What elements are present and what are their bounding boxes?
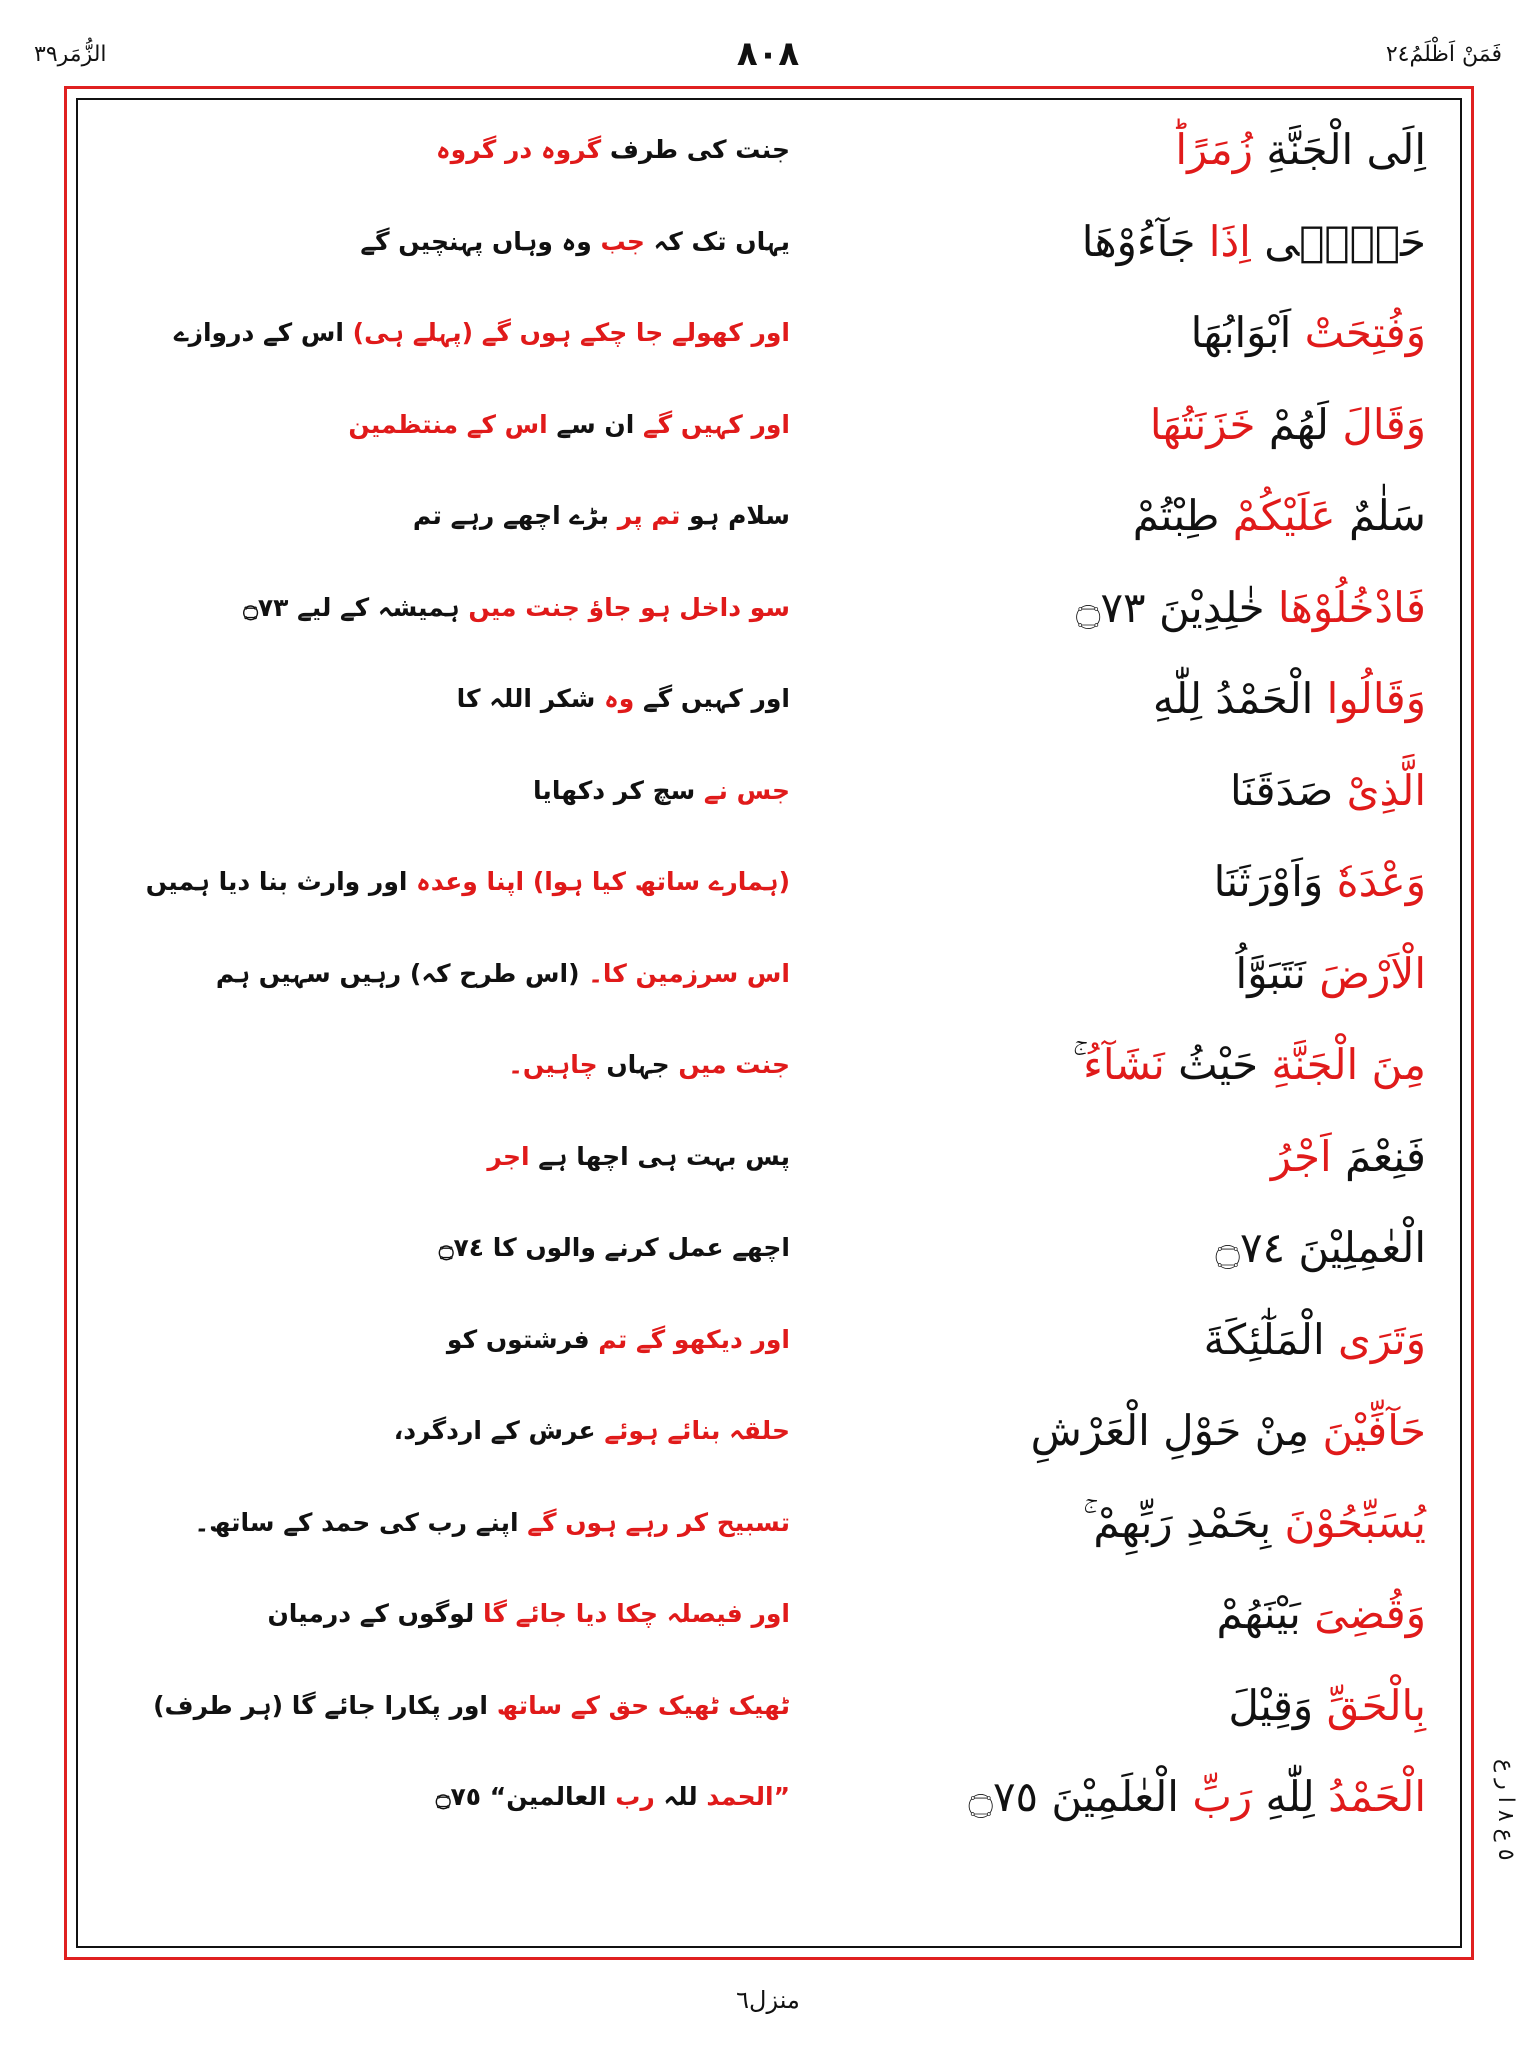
verse-row: [76, 840, 1462, 924]
arabic-segment: فَادْخُلُوْهَا: [1264, 582, 1426, 632]
urdu-segment: تم پر: [617, 501, 681, 530]
arabic-verse: [806, 474, 1426, 558]
verse-row: [76, 474, 1462, 558]
urdu-segment: ان سے: [547, 409, 635, 439]
verse-row: [76, 1115, 1462, 1199]
arabic-verse: [806, 657, 1426, 741]
arabic-segment: الْحَمْدُ: [1314, 1772, 1426, 1821]
arabic-segment: الْاَرْضَ: [1305, 948, 1426, 998]
arabic-segment: نَشَآءُ: [1083, 1040, 1165, 1089]
arabic-verse: [806, 108, 1426, 192]
urdu-segment: سچ کر دکھایا: [533, 775, 696, 805]
urdu-segment: ہمیشہ کے لیے ۝٧٣: [243, 592, 469, 622]
urdu-segment: یہاں تک کہ: [644, 226, 790, 256]
urdu-translation: [140, 1481, 790, 1565]
verse-row: [76, 108, 1462, 192]
urdu-segment: (اس طرح کہ) رہیں سہیں ہم: [215, 958, 589, 988]
urdu-translation: [140, 840, 790, 924]
arabic-segment: يُسَبِّحُوْنَ: [1271, 1497, 1426, 1547]
arabic-segment: الْعٰمِلِيْنَ ۝٧٤: [1215, 1223, 1426, 1272]
arabic-verse: [806, 1023, 1426, 1107]
urdu-segment: جس نے: [695, 775, 790, 805]
verse-translation-table: [76, 98, 1462, 1948]
arabic-verse: [806, 566, 1426, 650]
urdu-segment: اجر: [487, 1141, 530, 1171]
urdu-segment: اچھے عمل کرنے والوں کا ۝٧٤: [438, 1233, 790, 1262]
arabic-segment: بِالْحَقِّ: [1313, 1680, 1426, 1730]
urdu-segment: لوگوں کے درمیان: [267, 1599, 475, 1628]
urdu-translation: [140, 108, 790, 192]
arabic-segment: وَقَالَ: [1328, 399, 1426, 449]
arabic-verse: [806, 1572, 1426, 1656]
ruku-margin-note: ٥ ع ٨ ا ر ع: [1493, 1759, 1518, 1861]
arabic-segment: الْعٰلَمِيْنَ ۝٧٥: [968, 1772, 1179, 1821]
verse-row: [76, 1572, 1462, 1656]
urdu-translation: [140, 291, 790, 375]
arabic-segment: حَيْثُ: [1164, 1040, 1259, 1089]
arabic-segment: الْحَمْدُ لِلّٰهِ: [1152, 674, 1314, 723]
arabic-verse: [806, 1481, 1426, 1565]
urdu-segment: فرشتوں کو: [446, 1324, 590, 1354]
arabic-segment: اِلَى الْجَنَّةِ: [1253, 125, 1426, 174]
arabic-segment: بَيْنَهُمْ: [1216, 1589, 1301, 1638]
urdu-segment: گروہ در گروہ: [436, 135, 602, 164]
urdu-segment: اس کے منتظمین: [348, 409, 548, 439]
arabic-verse: [806, 200, 1426, 284]
arabic-segment: رَبِّ: [1178, 1772, 1253, 1821]
urdu-segment: اور دیکھو گے تم: [589, 1324, 790, 1354]
arabic-segment: اَبْوَابُهَا: [1190, 308, 1292, 357]
arabic-verse: [806, 1664, 1426, 1748]
urdu-segment: جنت کی طرف: [601, 135, 790, 164]
arabic-segment: اِذَا: [1195, 216, 1251, 266]
urdu-translation: [140, 200, 790, 284]
urdu-translation: [140, 383, 790, 467]
urdu-segment: وہ: [604, 684, 635, 713]
arabic-verse: [806, 1206, 1426, 1290]
verse-row: [76, 1298, 1462, 1382]
urdu-segment: اور کہیں گے: [634, 684, 790, 713]
arabic-segment: خَزَنَتُهَا: [1149, 399, 1256, 449]
arabic-verse: [806, 1389, 1426, 1473]
urdu-segment: اور وارث بنا دیا ہمیں: [145, 867, 417, 896]
arabic-segment: وَفُتِحَتْ: [1291, 308, 1426, 357]
verse-row: [76, 200, 1462, 284]
arabic-segment: وَقُضِىَ: [1300, 1589, 1426, 1638]
urdu-segment: اپنا وعدہ: [416, 867, 525, 896]
arabic-segment: نَتَبَوَّاُ: [1235, 948, 1306, 998]
arabic-segment: سَلٰمٌ: [1335, 491, 1426, 540]
arabic-verse: [806, 840, 1426, 924]
arabic-verse: [806, 383, 1426, 467]
urdu-segment: اور فیصلہ چکا دیا جائے گا: [474, 1599, 790, 1628]
arabic-segment: بِحَمْدِ رَبِّهِمْ ۚ: [1082, 1497, 1272, 1547]
urdu-segment: بڑے اچھے رہے تم: [412, 501, 618, 530]
page-number: ٨٠٨: [736, 34, 800, 74]
verse-row: [76, 1389, 1462, 1473]
arabic-segment: طِبْتُمْ: [1132, 491, 1220, 540]
urdu-segment: العالمین“ ۝٧٥: [435, 1782, 616, 1811]
urdu-segment: عرش کے اردگرد،: [393, 1416, 596, 1445]
arabic-segment: الْمَلٰٓئِكَةَ: [1203, 1314, 1325, 1364]
urdu-segment: اور کہیں گے: [634, 409, 790, 439]
surah-name-header: الزُّمَر٣٩: [34, 42, 107, 67]
arabic-verse: [806, 1755, 1426, 1839]
urdu-segment: اور کھولے جا چکے ہوں گے (پہلے ہی): [352, 318, 790, 347]
urdu-translation: [140, 1298, 790, 1382]
manzil-footer: منزل٦: [736, 1986, 800, 2014]
arabic-verse: [806, 1298, 1426, 1382]
arabic-segment: خٰلِدِيْنَ ۝٧٣: [1075, 582, 1265, 632]
arabic-verse: [806, 749, 1426, 833]
urdu-translation: [140, 1023, 790, 1107]
urdu-segment: سلام ہو: [680, 501, 790, 530]
urdu-segment: اپنے رب کی حمد کے ساتھ۔: [194, 1507, 519, 1537]
urdu-segment: ٹھیک ٹھیک حق کے ساتھ: [487, 1690, 790, 1720]
arabic-segment: صَدَقَنَا: [1229, 765, 1334, 815]
urdu-segment: تسبیح کر رہے ہوں گے: [518, 1507, 790, 1537]
arabic-segment: وَقَالُوا: [1313, 674, 1426, 723]
verse-row: [76, 1755, 1462, 1839]
arabic-segment: اَجْرُ: [1270, 1131, 1332, 1181]
urdu-segment: رب: [615, 1782, 655, 1811]
urdu-translation: [140, 1389, 790, 1473]
verse-row: [76, 749, 1462, 833]
arabic-segment: حَآفِّيْنَ: [1309, 1406, 1426, 1455]
arabic-verse: [806, 932, 1426, 1016]
urdu-translation: [140, 1115, 790, 1199]
arabic-segment: مِنَ الْجَنَّةِ: [1258, 1040, 1426, 1089]
arabic-segment: فَنِعْمَ: [1331, 1131, 1426, 1181]
verse-row: [76, 657, 1462, 741]
urdu-segment: وہ وہاں پہنچیں گے: [360, 226, 601, 256]
urdu-segment: جنت میں: [468, 592, 580, 622]
arabic-segment: وَقِيْلَ: [1228, 1680, 1314, 1730]
urdu-segment: پس بہت ہی اچھا ہے: [529, 1141, 790, 1171]
urdu-translation: [140, 1572, 790, 1656]
verse-row: [76, 291, 1462, 375]
urdu-segment: (ہمارے ساتھ کیا ہوا): [524, 867, 790, 896]
urdu-translation: [140, 566, 790, 650]
urdu-translation: [140, 932, 790, 1016]
arabic-segment: ۚ: [1072, 1040, 1084, 1089]
verse-row: [76, 383, 1462, 467]
urdu-segment: چاہیں۔: [508, 1050, 598, 1079]
urdu-translation: [140, 657, 790, 741]
arabic-segment: لَهُمْ: [1255, 399, 1329, 449]
urdu-translation: [140, 1206, 790, 1290]
verse-row: [76, 1023, 1462, 1107]
urdu-segment: شکر اللہ کا: [456, 684, 605, 713]
urdu-translation: [140, 1664, 790, 1748]
urdu-segment: جہاں: [597, 1050, 670, 1079]
arabic-segment: مِنْ حَوْلِ الْعَرْشِ: [1030, 1406, 1310, 1455]
verse-row: [76, 1664, 1462, 1748]
urdu-translation: [140, 749, 790, 833]
arabic-verse: [806, 291, 1426, 375]
verse-row: [76, 566, 1462, 650]
urdu-segment: حلقہ بنائے ہوئے: [595, 1416, 790, 1445]
arabic-segment: جَآءُوْهَا: [1081, 216, 1196, 266]
arabic-segment: زُمَرًا: [1175, 125, 1254, 174]
arabic-segment: وَعْدَهٗ: [1323, 857, 1426, 906]
urdu-segment: للہ: [654, 1782, 698, 1811]
urdu-segment: ”الحمد: [697, 1782, 790, 1811]
verse-row: [76, 932, 1462, 1016]
urdu-segment: جب: [600, 226, 645, 256]
urdu-segment: اس سرزمین کا۔: [588, 958, 790, 988]
arabic-segment: حَتّٰۤى: [1250, 216, 1426, 266]
arabic-segment: الَّذِىْ: [1333, 765, 1426, 815]
urdu-translation: [140, 1755, 790, 1839]
arabic-segment: لِلّٰهِ: [1252, 1772, 1315, 1821]
verse-row: [76, 1206, 1462, 1290]
urdu-segment: اس کے دروازے: [173, 318, 353, 347]
arabic-segment: وَاَوْرَثَنَا: [1213, 857, 1324, 906]
arabic-segment: وَتَرَى: [1324, 1314, 1426, 1364]
arabic-segment: عَلَيْكُمْ: [1219, 491, 1336, 540]
urdu-translation: [140, 474, 790, 558]
urdu-segment: جنت میں: [669, 1050, 790, 1079]
para-name-header: فَمَنْ اَظْلَمُ٢٤: [1385, 42, 1502, 67]
urdu-segment: سو داخل ہو جاؤ: [579, 592, 790, 622]
arabic-verse: [806, 1115, 1426, 1199]
urdu-segment: اور پکارا جائے گا (ہر طرف): [153, 1690, 488, 1720]
verse-row: [76, 1481, 1462, 1565]
